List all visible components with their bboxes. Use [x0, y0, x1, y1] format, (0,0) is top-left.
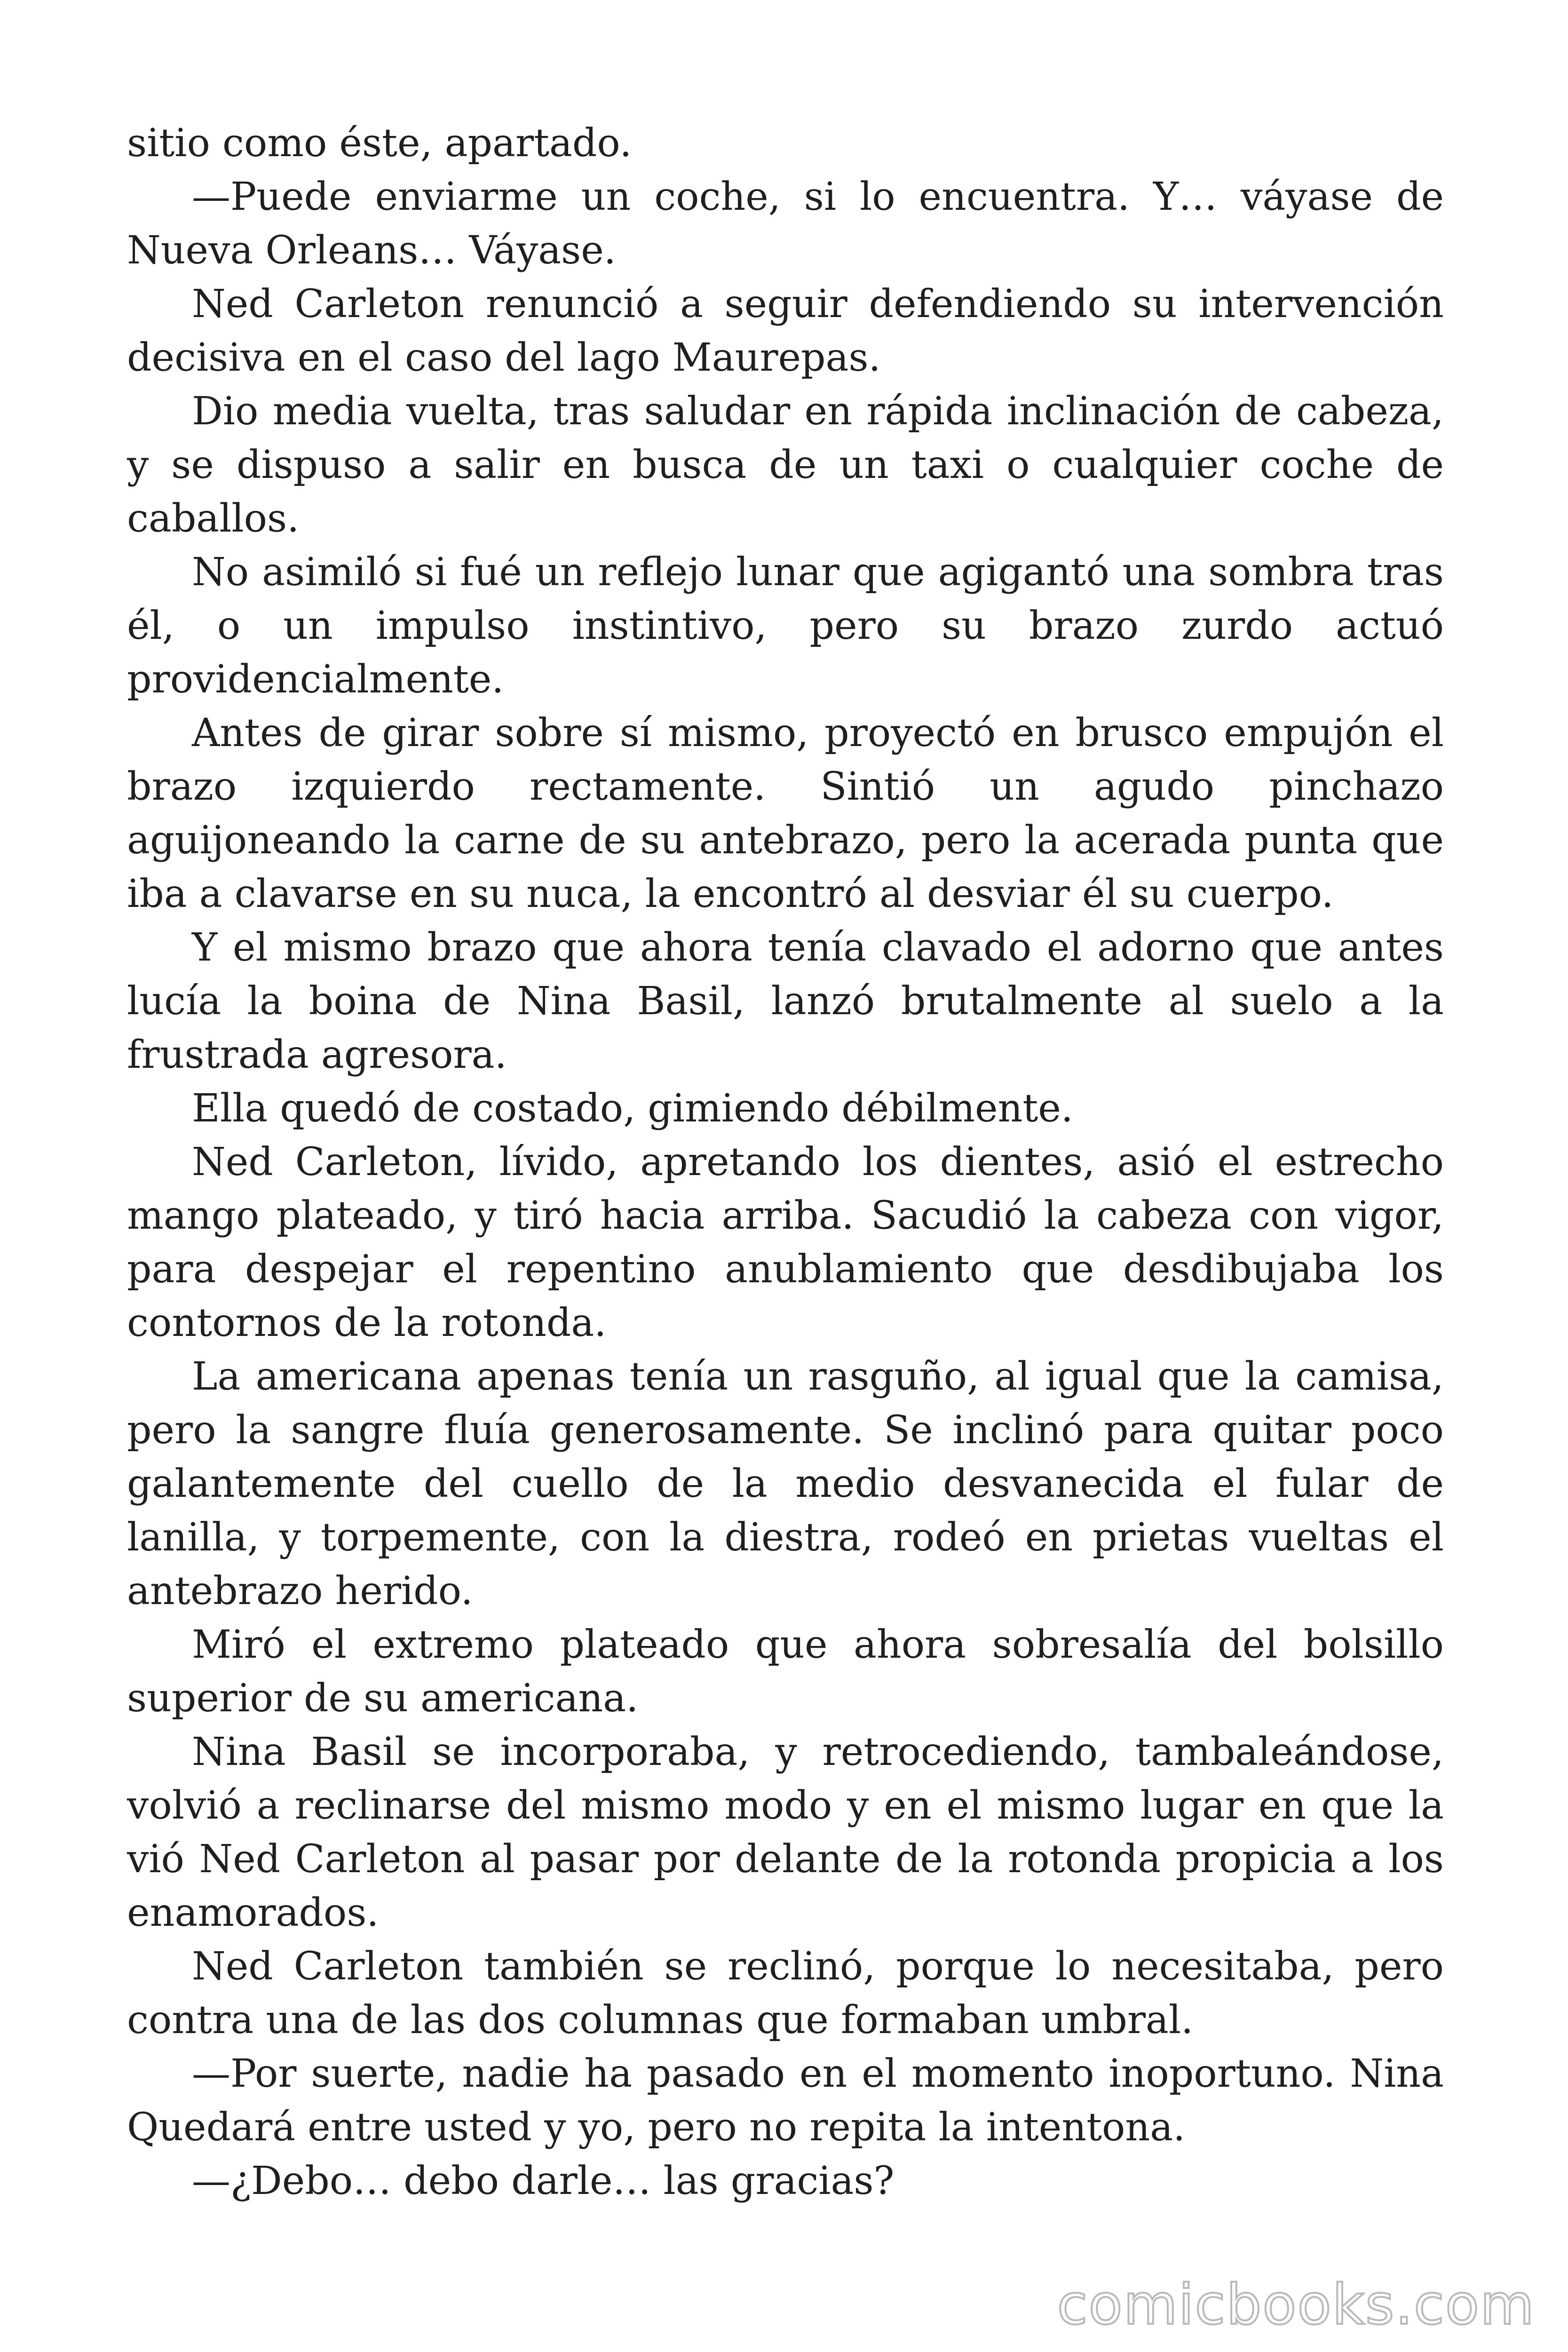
paragraph: La americana apenas tenía un rasguño, al igual que la camisa, pero la sangre fluía generosamente. Se inclinó para quitar poco galantemente del cuello de la medio desvanecida el fular de lanilla, y torpemente, con la diestra, rodeó en prietas vueltas el antebrazo herido. — [127, 1354, 1444, 1613]
paragraph: No asimiló si fué un reflejo lunar que agigantó una sombra tras él, o un impulso instintivo, pero su brazo zurdo actuó providencialmente. — [127, 550, 1444, 702]
paragraph: Nina Basil se incorporaba, y retrocediendo, tambaleándose, volvió a reclinarse del mismo modo y en el mismo lugar en que la vió Ned Carleton al pasar por delante de la rotonda propicia a los enamorados. — [127, 1730, 1444, 1935]
paragraph: —¿Debo… debo darle… las gracias? — [192, 2159, 895, 2203]
paragraph: sitio como éste, apartado. — [127, 121, 632, 166]
paragraph: —Puede enviarme un coche, si lo encuentra. Y… váyase de Nueva Orleans… Váyase. — [127, 175, 1444, 273]
paragraph: Dio media vuelta, tras saludar en rápida inclinación de cabeza, y se dispuso a salir en busca de un taxi o cualquier coche de caballos. — [127, 389, 1444, 541]
paragraph: Ella quedó de costado, gimiendo débilmente. — [192, 1086, 1073, 1131]
paragraph: Ned Carleton también se reclinó, porque lo necesitaba, pero contra una de las dos columnas que formaban umbral. — [127, 1944, 1444, 2042]
paragraph: Y el mismo brazo que ahora tenía clavado el adorno que antes lucía la boina de Nina Basil, lanzó brutalmente al suelo a la frustrada agresora. — [127, 925, 1444, 1077]
paragraph: Miró el extremo plateado que ahora sobresalía del bolsillo superior de su americana. — [127, 1622, 1444, 1721]
page-text — [127, 117, 1444, 2208]
watermark: comicbooks.com — [1057, 2272, 1535, 2337]
paragraph: Ned Carleton, lívido, apretando los dientes, asió el estrecho mango plateado, y tiró hacia arriba. Sacudió la cabeza con vigor, para despejar el repentino anublamiento que desdibujaba los contornos de la rotonda. — [127, 1140, 1444, 1345]
paragraph: Antes de girar sobre sí mismo, proyectó en brusco empujón el brazo izquierdo rectamente. Sintió un agudo pinchazo aguijoneando la carne de su antebrazo, pero la acerada punta que iba a clavarse en su nuca, la encontró al desviar él su cuerpo. — [127, 711, 1444, 916]
paragraph: Ned Carleton renunció a seguir defendiendo su intervención decisiva en el caso del lago Maurepas. — [127, 282, 1444, 380]
paragraph: —Por suerte, nadie ha pasado en el momento inoportuno. Nina Quedará entre usted y yo, pero no repita la intentona. — [127, 2051, 1444, 2150]
